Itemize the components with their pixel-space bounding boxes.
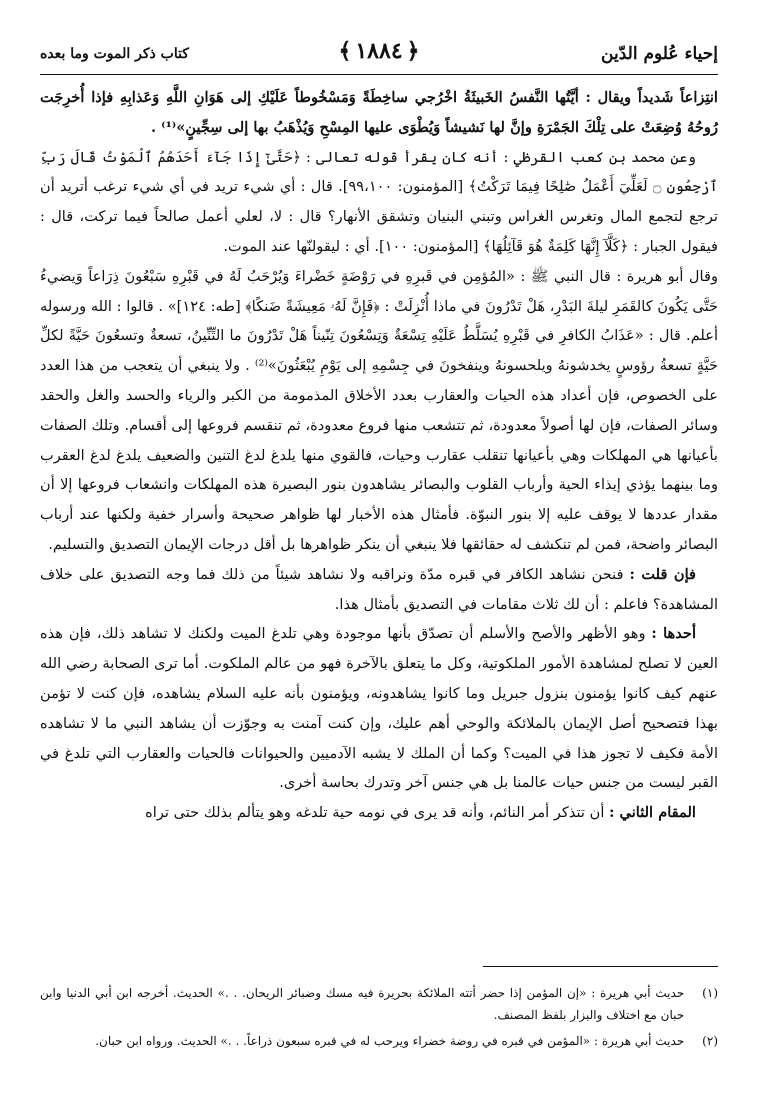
paragraph-2: وعن محمد بن كعب القرظي : أنه كان يقرأ قوله تعالى : ﴿حَتَّىٰٓ إِذَا جَآءَ أَحَدَهُمُ ٱلْمَوْتُ قَالَ رَبِّ ٱرْجِعُونِ ۝ لَعَلِّيٓ أَعْمَلُ صَٰلِحًا فِيمَا تَرَكْتُ﴾ [المؤمنون: ٩٩،١٠٠]. قال : أي شيء تريد في أي شيء ترغب أتريد أن ترجع لتجمع المال وتغرس الغراس وتبني البنيان وتشقق الأنهار؟ قال : لا، لعلي أعمل صالحاً فيما تركت، قال : فيقول الجبار : ﴿كَلَّآ إِنَّهَا كَلِمَةٌ هُوَ قَآئِلُهَا﴾ [المؤمنون: ١٠٠]. أي : ليقولنّها عند الموت. (40, 148, 718, 255)
main-text (40, 83, 718, 828)
footnote-text: حديث أبي هريرة : «المؤمن في قبره في روضة خضراء ويرحب له في قبره سبعون ذراعاً. . .» الحديث. ورواه ابن حبان. (95, 1034, 685, 1048)
paragraph-6-text: أن تتذكر أمر النائم، وأنه قد يرى في نومه حية تلدغه وهو يتألم بذلك حتى تراه (145, 804, 610, 822)
footnotes (40, 982, 718, 1056)
footnote-item (40, 982, 718, 1026)
paragraph-4-text: فنحن نشاهد الكافر في قبره مدّة ونراقبه ولا نشاهد شيئاً من ذلك فما وجه التصديق على خلاف المشاهدة؟ فاعلم : أن لك ثلاث مقامات في التصديق بأمثال هذا. (40, 565, 718, 613)
chapter-title: كتاب ذكر الموت وما بعده (40, 46, 189, 62)
page-number-block (338, 38, 419, 64)
paragraph-5-label: أحدها : (651, 625, 696, 643)
paragraph-6-label: المقام الثاني : (609, 804, 696, 822)
paragraph-1: انتِزاعاً شَديداً ويقال : أيَّتُها النَّفسُ الخَبيثَةُ اخْرُجي ساخِطَةً وَمَسْخُوطاً عَلَيْكِ إلى هَوَانِ اللَّهِ وَعَذابِهِ فإذا أُخرِجَت رُوحُهُ وُضِعَتْ على تِلْكَ الجَمْرَةِ وإنَّ لها نَشيشاً وَيُطْوَى عليها المِسْحِ وَيُذْهَبُ بها إلى سِجِّينٍ»⁽¹⁾ . (40, 89, 718, 136)
footnote-number: (١) (702, 986, 718, 1000)
page-header (40, 30, 718, 75)
ornament-close: ﴿ (406, 38, 420, 64)
footnote-text: حديث أبي هريرة : «إن المؤمن إذا حضر أتته الملائكة بحريرة فيه مسك وضبائر الريحان. . .» الحديث. أخرجه ابن أبي الدنيا وابن حبان مع اختلاف والبزار بلفظ المصنف. (40, 986, 685, 1022)
paragraph-5 (40, 619, 718, 798)
footnote-divider (483, 966, 718, 967)
paragraph-5-text: وهو الأظهر والأصح والأسلم أن تصدّق بأنها موجودة وهي تلدغ الميت ولكنك لا تشاهد ذلك، فإن هذه العين لا تصلح لمشاهدة الأمور الملكوتية، وكل ما يتعلق بالآخرة فهو من عالم الملكوت. أما ترى الصحابة رضي الله عنهم كيف كانوا يؤمنون بنزول جبريل وما كانوا يشاهدونه، ويؤمنون بأنه عليه السلام يشاهده، فإن كنت لا تؤمن بهذا فتصحيح أصل الإيمان بالملائكة والوحي أهم عليك، وإن كنت آمنت به وجوّزت أن يشاهد النبي ما لا تشاهده الأمة فكيف لا تجوز هذا في الميت؟ وكما أن الملك لا يشبه الآدميين والحيوانات فالحيات والعقارب التي تلدغ في القبر ليست من جنس حيات عالمنا بل هي جنس آخر وتدرك بحاسة أخرى. (40, 625, 718, 792)
paragraph-3: وقال أبو هريرة : قال النبي ﷺ : «المُؤمِن في قَبرِهِ في رَوْضَةٍ خَضْراءَ وَيُرْحَبُ لَهُ في قَبْرِهِ سَبْعُونَ ذِرَاعاً وَيضيءُ حَتَّى يَكُونَ كالقَمَرِ ليلةَ البَدْرِ، هَلْ تَدْرُونَ في ماذا أُنْزِلَتْ : ﴿فَإِنَّ لَهُۥ مَعِيشَةً ضَنكًا﴾ [طه: ١٢٤]» . قالوا : الله ورسوله أعلم. قال : «عَذَابُ الكافرِ في قَبْرِهِ يُسَلَّطُ عَلَيْهِ تِسْعَةٌ وَتِسْعُونَ تِنّيناً هَلْ تَدْرُونَ ما التِّنِّينُ، تسعةٌ وتسعُونَ حَيَّةً لكلِّ حَيَّةٍ تسعةُ رؤوسٍ يخدشونهُ ويلحسونهُ وينفخونَ في جِسْمِهِ إلى يَوْمِ يُبْعَثُونَ»⁽²⁾ . ولا ينبغي أن يتعجب من هذا العدد على الخصوص، فإن أعداد هذه الحيات والعقارب بعدد الأخلاق المذمومة من الكبر والرياء والحسد والغل والحقد وسائر الصفات، فإن لها أصولاً معدودة، ثم تتشعب منها فروع معدودة، ثم تنقسم فروعها إلى أقسام. وتلك الصفات بأعيانها هي المهلكات وهي بأعيانها تنقلب عقارب وحيات، فالقوي منها يلدغ لدغ التنين والضعيف يلدغ لدغ العقرب وما بينهما يؤذي إيذاء الحية وأرباب القلوب والبصائر يشاهدون بنور البصيرة هذه المهلكات وانشعاب فروعها إلا أن مقدار عددها لا يوقف عليه إلا بنور النبوّة. فأمثال هذه الأخبار لها ظواهر صحيحة وأسرار خفية ولكنها عند أرباب البصائر واضحة، فمن لم تنكشف له حقائقها فلا ينبغي أن ينكر ظواهرها بل أقل درجات الإيمان التصديق والتسليم. (40, 267, 718, 553)
paragraph-6 (40, 798, 718, 828)
footnote-number: (٢) (702, 1034, 718, 1048)
paragraph-4-label: فإن قلت : (629, 565, 696, 583)
page-number: ١٨٨٤ (355, 38, 403, 64)
footnote-item (40, 1030, 718, 1052)
book-title: إحياء عُلوم الدّين (601, 44, 718, 64)
paragraph-4 (40, 560, 718, 620)
ornament-open: ﴾ (338, 38, 352, 64)
